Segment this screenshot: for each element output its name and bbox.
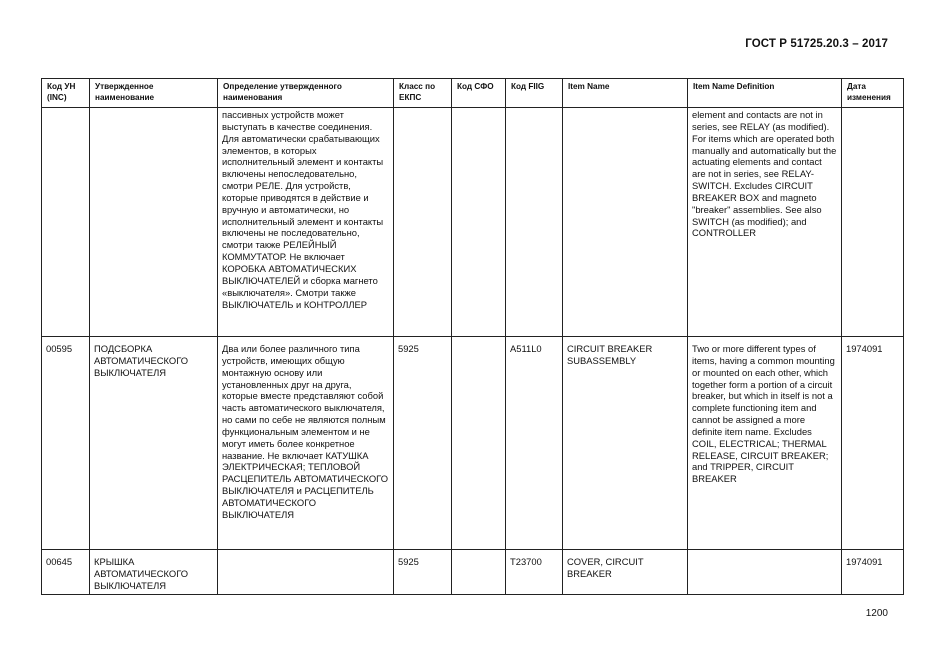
page-number: 1200 [865,608,888,619]
cell-definition-en: Two or more different types of items, having a common mounting or mounted on each other, which together form a portion of a circuit breaker, but which in itself is not a complete functioning item and cannot be assigned a more definite item name. Excludes COIL, ELECTRICAL; THERMAL RELEASE, CIRCUIT BREAKER; and TRIPPER, CIRCUIT BREAKER [688,337,842,550]
cell-date: 1974091 [842,550,904,595]
cell-date [842,108,904,337]
cell-class-ekps: 5925 [394,550,452,595]
cell-name-ru [90,108,218,337]
table-header-row [42,79,904,108]
cell-code-fiig: T23700 [506,550,563,595]
col-header-definition-ru: Определение утвержденного наименования [218,79,394,108]
cell-definition-en [688,550,842,595]
cell-name-ru: ПОДСБОРКА АВТОМАТИЧЕСКОГО ВЫКЛЮЧАТЕЛЯ [90,337,218,550]
cell-date: 1974091 [842,337,904,550]
cell-code-sfo [452,108,506,337]
cell-code-sfo [452,550,506,595]
cell-definition-ru [218,550,394,595]
cell-item-name: COVER, CIRCUIT BREAKER [563,550,688,595]
col-header-date: Дата изменения [842,79,904,108]
col-header-code-sfo: Код СФО [452,79,506,108]
table-row [42,337,904,550]
cell-code-sfo [452,337,506,550]
col-header-code-fiig: Код FIIG [506,79,563,108]
cell-item-name [563,108,688,337]
cell-definition-ru: пассивных устройств может выступать в качестве соединения. Для автоматически срабатывающих элементов, в которых исполнительный элемент и контакты включены непоследовательно, смотри РЕЛЕ. Для устройств, которые приводятся в действие и вручную и автоматически, но исполнительный элемент и контакты включены не последовательно, смотри также РЕЛЕЙНЫЙ КОММУТАТОР. Не включает КОРОБКА АВТОМАТИЧЕСКИХ ВЫКЛЮЧАТЕЛЕЙ и сборка магнето «выключателя». Смотри также ВЫКЛЮЧАТЕЛЬ и КОНТРОЛЛЕР [218,108,394,337]
cell-item-name: CIRCUIT BREAKER SUBASSEMBLY [563,337,688,550]
cell-code-fiig [506,108,563,337]
cell-inc [42,108,90,337]
table-row [42,108,904,337]
col-header-definition-en: Item Name Definition [688,79,842,108]
cell-class-ekps [394,108,452,337]
col-header-name-ru: Утвержденное наименование [90,79,218,108]
col-header-inc: Код УН (INC) [42,79,90,108]
table-row [42,550,904,595]
col-header-class-ekps: Класс по ЕКПС [394,79,452,108]
terms-table-wrap [41,78,903,595]
cell-inc: 00645 [42,550,90,595]
cell-code-fiig: A511L0 [506,337,563,550]
cell-definition-en: element and contacts are not in series, see RELAY (as modified). For items which are operated both manually and automatically but the actuating elements and contact are not in series, see RELAY-SWITCH. Excludes CIRCUIT BREAKER BOX and magneto "breaker" assemblies. See also SWITCH (as modified); and CONTROLLER [688,108,842,337]
cell-definition-ru: Два или более различного типа устройств, имеющих общую монтажную основу или установленных друг на друга, которые вместе представляют собой часть автоматического выключателя, но сами по себе не являются полным функциональным элементом и не могут иметь более конкретное название. Не включает КАТУШКА ЭЛЕКТРИЧЕСКАЯ; ТЕПЛОВОЙ РАСЦЕПИТЕЛЬ АВТОМАТИЧЕСКОГО ВЫКЛЮЧАТЕЛЯ и РАСЦЕПИТЕЛЬ АВТОМАТИЧЕСКОГО ВЫКЛЮЧАТЕЛЯ [218,337,394,550]
cell-inc: 00595 [42,337,90,550]
cell-class-ekps: 5925 [394,337,452,550]
terms-table [41,78,904,595]
standard-designation: ГОСТ Р 51725.20.3 – 2017 [745,38,888,50]
col-header-item-name: Item Name [563,79,688,108]
cell-name-ru: КРЫШКА АВТОМАТИЧЕСКОГО ВЫКЛЮЧАТЕЛЯ [90,550,218,595]
